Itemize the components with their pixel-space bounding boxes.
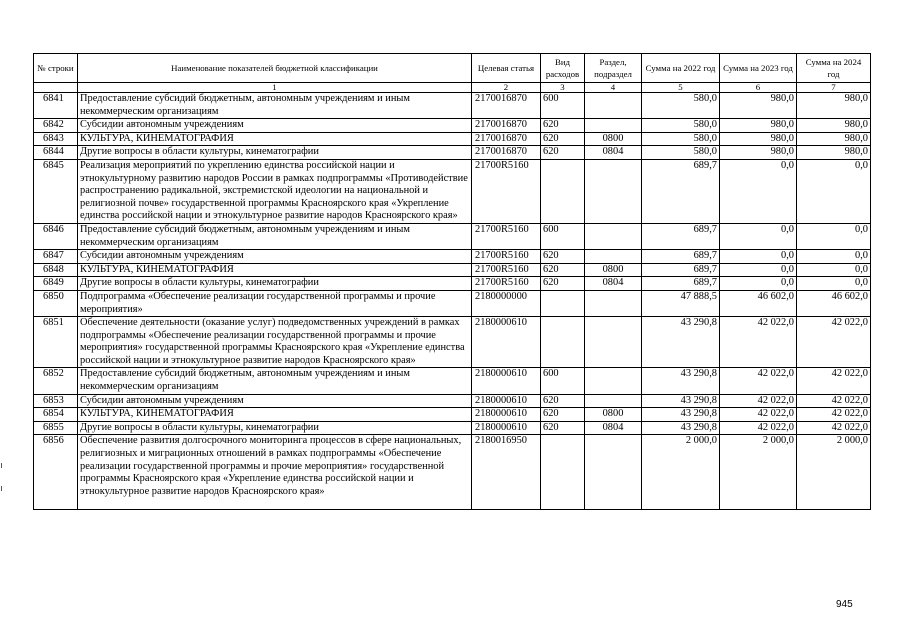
sum-2023: 42 022,0 xyxy=(720,421,797,435)
sum-2024: 980,0 xyxy=(797,146,871,160)
section-code: 0800 xyxy=(585,263,642,277)
row-number: 6852 xyxy=(34,368,78,394)
indicator-name: Субсидии автономным учреждениям xyxy=(78,394,472,408)
row-number: 6847 xyxy=(34,250,78,264)
header-name: Наименование показателей бюджетной классификации xyxy=(78,54,472,83)
header-expense-type: Вид расходов xyxy=(541,54,585,83)
sum-2024: 42 022,0 xyxy=(797,394,871,408)
indicator-name: Предоставление субсидий бюджетным, автономным учреждениям и иным некоммерческим организациям xyxy=(78,93,472,119)
table-row xyxy=(34,263,871,277)
target-article: 21700R5160 xyxy=(472,223,541,249)
expense-type: 620 xyxy=(541,146,585,160)
section-code: 0800 xyxy=(585,132,642,146)
sum-2022: 47 888,5 xyxy=(642,290,720,316)
sum-2023: 0,0 xyxy=(720,263,797,277)
target-article: 2170016870 xyxy=(472,119,541,133)
target-article: 2180000610 xyxy=(472,408,541,422)
indicator-name: КУЛЬТУРА, КИНЕМАТОГРАФИЯ xyxy=(78,408,472,422)
sum-2022: 689,7 xyxy=(642,223,720,249)
expense-type: 620 xyxy=(541,132,585,146)
table-row xyxy=(34,435,871,510)
row-number: 6855 xyxy=(34,421,78,435)
header-target-article: Целевая статья xyxy=(472,54,541,83)
table-header-row xyxy=(34,54,871,83)
expense-type: 600 xyxy=(541,223,585,249)
target-article: 21700R5160 xyxy=(472,250,541,264)
section-code xyxy=(585,290,642,316)
indicator-name: КУЛЬТУРА, КИНЕМАТОГРАФИЯ xyxy=(78,263,472,277)
section-code xyxy=(585,368,642,394)
header-sum-2023: Сумма на 2023 год xyxy=(720,54,797,83)
row-number: 6843 xyxy=(34,132,78,146)
sum-2024: 0,0 xyxy=(797,159,871,223)
table-row xyxy=(34,223,871,249)
indicator-name: Предоставление субсидий бюджетным, автономным учреждениям и иным некоммерческим организациям xyxy=(78,368,472,394)
sum-2024: 2 000,0 xyxy=(797,435,871,510)
expense-type: 600 xyxy=(541,368,585,394)
sum-2022: 43 290,8 xyxy=(642,421,720,435)
section-code xyxy=(585,159,642,223)
expense-type: 620 xyxy=(541,250,585,264)
sum-2022: 580,0 xyxy=(642,93,720,119)
sum-2024: 42 022,0 xyxy=(797,368,871,394)
row-number: 6846 xyxy=(34,223,78,249)
indicator-name: КУЛЬТУРА, КИНЕМАТОГРАФИЯ xyxy=(78,132,472,146)
sum-2024: 0,0 xyxy=(797,223,871,249)
sum-2024: 42 022,0 xyxy=(797,408,871,422)
row-number: 6856 xyxy=(34,435,78,510)
row-number: 6844 xyxy=(34,146,78,160)
section-code xyxy=(585,223,642,249)
sum-2023: 0,0 xyxy=(720,223,797,249)
table-row xyxy=(34,146,871,160)
section-code xyxy=(585,250,642,264)
row-number: 6842 xyxy=(34,119,78,133)
target-article: 2180016950 xyxy=(472,435,541,510)
margin-tick-mark xyxy=(1,463,2,468)
row-number: 6853 xyxy=(34,394,78,408)
expense-type: 620 xyxy=(541,277,585,291)
row-number: 6850 xyxy=(34,290,78,316)
row-number: 6841 xyxy=(34,93,78,119)
section-code: 0800 xyxy=(585,408,642,422)
header-sum-2024: Сумма на 2024 год xyxy=(797,54,871,83)
column-number: 4 xyxy=(585,83,642,93)
sum-2023: 42 022,0 xyxy=(720,368,797,394)
table-row xyxy=(34,394,871,408)
expense-type: 620 xyxy=(541,408,585,422)
row-number: 6851 xyxy=(34,317,78,368)
table-row xyxy=(34,93,871,119)
indicator-name: Другие вопросы в области культуры, кинематографии xyxy=(78,146,472,160)
table-body xyxy=(34,93,871,510)
header-sum-2022: Сумма на 2022 год xyxy=(642,54,720,83)
target-article: 2180000610 xyxy=(472,317,541,368)
table-row xyxy=(34,119,871,133)
table-row xyxy=(34,368,871,394)
header-section: Раздел, подраздел xyxy=(585,54,642,83)
section-code: 0804 xyxy=(585,277,642,291)
sum-2024: 980,0 xyxy=(797,93,871,119)
target-article: 2180000000 xyxy=(472,290,541,316)
sum-2022: 43 290,8 xyxy=(642,408,720,422)
expense-type xyxy=(541,290,585,316)
section-code xyxy=(585,394,642,408)
indicator-name: Другие вопросы в области культуры, кинематографии xyxy=(78,277,472,291)
sum-2023: 42 022,0 xyxy=(720,317,797,368)
sum-2024: 42 022,0 xyxy=(797,317,871,368)
sum-2024: 0,0 xyxy=(797,250,871,264)
row-number: 6854 xyxy=(34,408,78,422)
indicator-name: Реализация мероприятий по укреплению единства российской нации и этнокультурному развитию народов России в рамках подпрограммы «Противодействие распространению радикальной, экстремистской идеологии на национальной и религиозной почве» государственной программы Красноярского края «Укрепление единства российской нации и этнокультурное развитие народов Красноярского края» xyxy=(78,159,472,223)
row-number: 6848 xyxy=(34,263,78,277)
sum-2023: 980,0 xyxy=(720,146,797,160)
sum-2022: 43 290,8 xyxy=(642,394,720,408)
sum-2022: 580,0 xyxy=(642,132,720,146)
table-row xyxy=(34,421,871,435)
indicator-name: Другие вопросы в области культуры, кинематографии xyxy=(78,421,472,435)
sum-2023: 0,0 xyxy=(720,250,797,264)
indicator-name: Субсидии автономным учреждениям xyxy=(78,250,472,264)
sum-2024: 42 022,0 xyxy=(797,421,871,435)
sum-2023: 980,0 xyxy=(720,119,797,133)
column-number: 6 xyxy=(720,83,797,93)
expense-type: 620 xyxy=(541,119,585,133)
sum-2022: 43 290,8 xyxy=(642,368,720,394)
target-article: 2170016870 xyxy=(472,132,541,146)
sum-2023: 42 022,0 xyxy=(720,408,797,422)
target-article: 2180000610 xyxy=(472,368,541,394)
target-article: 2170016870 xyxy=(472,146,541,160)
sum-2023: 42 022,0 xyxy=(720,394,797,408)
row-number: 6845 xyxy=(34,159,78,223)
indicator-name: Предоставление субсидий бюджетным, автономным учреждениям и иным некоммерческим организациям xyxy=(78,223,472,249)
sum-2024: 980,0 xyxy=(797,119,871,133)
indicator-name: Обеспечение развития долгосрочного мониторинга процессов в сфере национальных, религиозных и миграционных отношений в рамках подпрограммы «Обеспечение реализации государственной программы и прочие мероприятия» государственной программы Красноярского края «Укрепление единства российской нации и этнокультурное развитие народов Красноярского края» xyxy=(78,435,472,510)
column-number: 2 xyxy=(472,83,541,93)
target-article: 2180000610 xyxy=(472,394,541,408)
page-number: 945 xyxy=(836,599,853,610)
target-article: 2180000610 xyxy=(472,421,541,435)
sum-2023: 980,0 xyxy=(720,93,797,119)
target-article: 2170016870 xyxy=(472,93,541,119)
target-article: 21700R5160 xyxy=(472,159,541,223)
indicator-name: Обеспечение деятельности (оказание услуг) подведомственных учреждений в рамках подпрограммы «Обеспечение реализации государственной программы и прочие мероприятия» государственной программы Красноярского края «Укрепление единства российской нации и этнокультурное развитие народов Красноярского края» xyxy=(78,317,472,368)
column-number-row xyxy=(34,83,871,93)
expense-type xyxy=(541,317,585,368)
sum-2024: 980,0 xyxy=(797,132,871,146)
header-row-number: № строки xyxy=(34,54,78,83)
margin-tick-mark xyxy=(1,486,2,491)
sum-2022: 689,7 xyxy=(642,263,720,277)
expense-type: 600 xyxy=(541,93,585,119)
sum-2023: 0,0 xyxy=(720,159,797,223)
sum-2023: 46 602,0 xyxy=(720,290,797,316)
sum-2022: 580,0 xyxy=(642,146,720,160)
column-number-blank xyxy=(34,83,78,93)
sum-2024: 46 602,0 xyxy=(797,290,871,316)
budget-table xyxy=(33,53,871,510)
column-number: 7 xyxy=(797,83,871,93)
table-row xyxy=(34,408,871,422)
table-row xyxy=(34,317,871,368)
column-number: 5 xyxy=(642,83,720,93)
table-row xyxy=(34,250,871,264)
section-code xyxy=(585,435,642,510)
row-number: 6849 xyxy=(34,277,78,291)
expense-type xyxy=(541,435,585,510)
expense-type xyxy=(541,159,585,223)
table-row xyxy=(34,159,871,223)
target-article: 21700R5160 xyxy=(472,263,541,277)
indicator-name: Подпрограмма «Обеспечение реализации государственной программы и прочие мероприятия» xyxy=(78,290,472,316)
target-article: 21700R5160 xyxy=(472,277,541,291)
sum-2022: 689,7 xyxy=(642,159,720,223)
section-code xyxy=(585,93,642,119)
column-number: 3 xyxy=(541,83,585,93)
section-code xyxy=(585,119,642,133)
sum-2022: 2 000,0 xyxy=(642,435,720,510)
sum-2022: 689,7 xyxy=(642,277,720,291)
section-code: 0804 xyxy=(585,146,642,160)
table-row xyxy=(34,290,871,316)
expense-type: 620 xyxy=(541,421,585,435)
sum-2024: 0,0 xyxy=(797,263,871,277)
table-row xyxy=(34,277,871,291)
sum-2022: 689,7 xyxy=(642,250,720,264)
sum-2022: 43 290,8 xyxy=(642,317,720,368)
section-code xyxy=(585,317,642,368)
sum-2023: 980,0 xyxy=(720,132,797,146)
table-row xyxy=(34,132,871,146)
sum-2024: 0,0 xyxy=(797,277,871,291)
indicator-name: Субсидии автономным учреждениям xyxy=(78,119,472,133)
sum-2023: 2 000,0 xyxy=(720,435,797,510)
section-code: 0804 xyxy=(585,421,642,435)
expense-type: 620 xyxy=(541,394,585,408)
column-number: 1 xyxy=(78,83,472,93)
sum-2023: 0,0 xyxy=(720,277,797,291)
sum-2022: 580,0 xyxy=(642,119,720,133)
expense-type: 620 xyxy=(541,263,585,277)
